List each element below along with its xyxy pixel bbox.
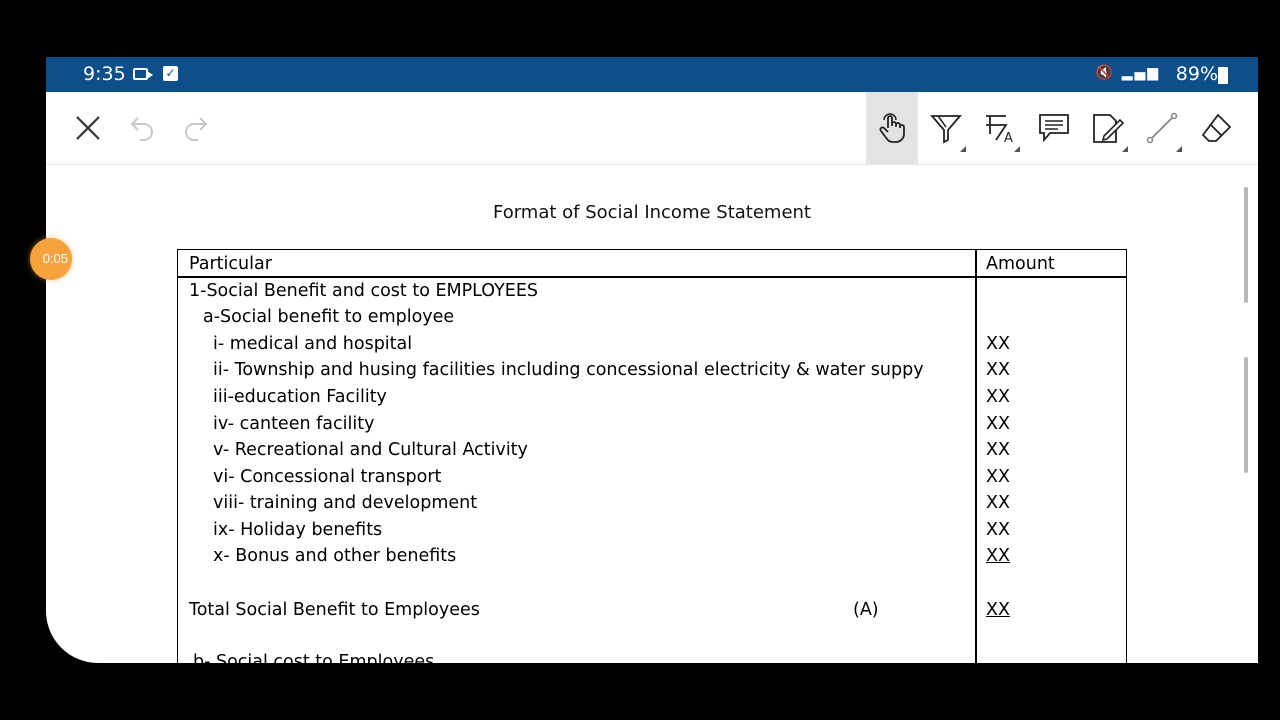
tool-options-indicator	[1122, 146, 1128, 152]
status-time: 9:35	[83, 63, 126, 85]
signal-icon: 🔇 ▂▄▆	[1095, 65, 1160, 81]
battery-percent: 89%	[1175, 63, 1218, 85]
row-amount: XX	[986, 520, 1010, 540]
draw-button[interactable]	[1082, 92, 1134, 164]
total-marker: (A)	[853, 600, 879, 620]
table-row: vi- Concessional transport	[213, 467, 442, 487]
text-markup-icon	[984, 112, 1016, 144]
close-button[interactable]	[62, 92, 114, 164]
svg-text:A: A	[1004, 131, 1013, 146]
redo-icon	[182, 114, 210, 142]
undo-button[interactable]	[116, 92, 168, 164]
header-amount: Amount	[986, 254, 1055, 274]
total-amount: XX	[986, 600, 1010, 620]
row-amount: XX	[986, 467, 1010, 487]
phone-screen	[42, 57, 1258, 672]
tool-options-indicator	[960, 146, 966, 152]
table-row: ix- Holiday benefits	[213, 520, 383, 540]
row-amount: XX	[986, 414, 1010, 434]
table-row: iii-education Facility	[213, 387, 387, 407]
partial-row: b- Social cost to Employees	[193, 652, 435, 672]
status-bar	[46, 57, 1258, 92]
document-title: Format of Social Income Statement	[493, 202, 811, 223]
battery-icon	[1218, 67, 1228, 84]
touch-mode-button[interactable]	[866, 92, 918, 164]
highlighter-button[interactable]	[920, 92, 972, 164]
table-row: i- medical and hospital	[213, 334, 413, 354]
close-icon	[75, 115, 101, 141]
line-button[interactable]	[1136, 92, 1188, 164]
header-divider	[178, 276, 1126, 278]
video-record-icon	[133, 68, 148, 80]
comment-icon	[1038, 113, 1070, 143]
recording-timer[interactable]: 0:05	[30, 238, 72, 280]
row-amount: XX	[986, 493, 1010, 513]
redo-button[interactable]	[170, 92, 222, 164]
tool-options-indicator	[1014, 146, 1020, 152]
row-amount: XX	[986, 546, 1010, 566]
row-amount: XX	[986, 440, 1010, 460]
tool-options-indicator	[1176, 146, 1182, 152]
table-row: x- Bonus and other benefits	[213, 546, 457, 566]
header-particular: Particular	[189, 254, 272, 274]
table-row: a-Social benefit to employee	[203, 307, 455, 327]
table-row: iv- canteen facility	[213, 414, 375, 434]
statement-table	[177, 249, 1127, 689]
row-amount: XX	[986, 334, 1010, 354]
row-amount: XX	[986, 387, 1010, 407]
touch-mode-icon	[877, 112, 907, 144]
line-icon	[1146, 112, 1178, 144]
highlighter-icon	[930, 112, 962, 144]
row-amount: XX	[986, 360, 1010, 380]
eraser-button[interactable]	[1190, 92, 1242, 164]
document-viewer	[46, 165, 1258, 672]
check-notification-icon: ✓	[163, 66, 178, 81]
column-divider	[975, 250, 977, 688]
annotation-toolbar	[46, 92, 1258, 165]
undo-icon	[128, 114, 156, 142]
text-markup-button[interactable]	[974, 92, 1026, 164]
table-row: v- Recreational and Cultural Activity	[213, 440, 528, 460]
comment-button[interactable]	[1028, 92, 1080, 164]
total-row: Total Social Benefit to Employees	[189, 600, 480, 620]
table-row: viii- training and development	[213, 493, 478, 513]
table-row: 1-Social Benefit and cost to EMPLOYEES	[189, 281, 539, 301]
draw-icon	[1092, 112, 1124, 144]
eraser-icon	[1200, 112, 1232, 144]
table-row: ii- Township and husing facilities including concessional electricity & water suppy	[213, 360, 924, 380]
